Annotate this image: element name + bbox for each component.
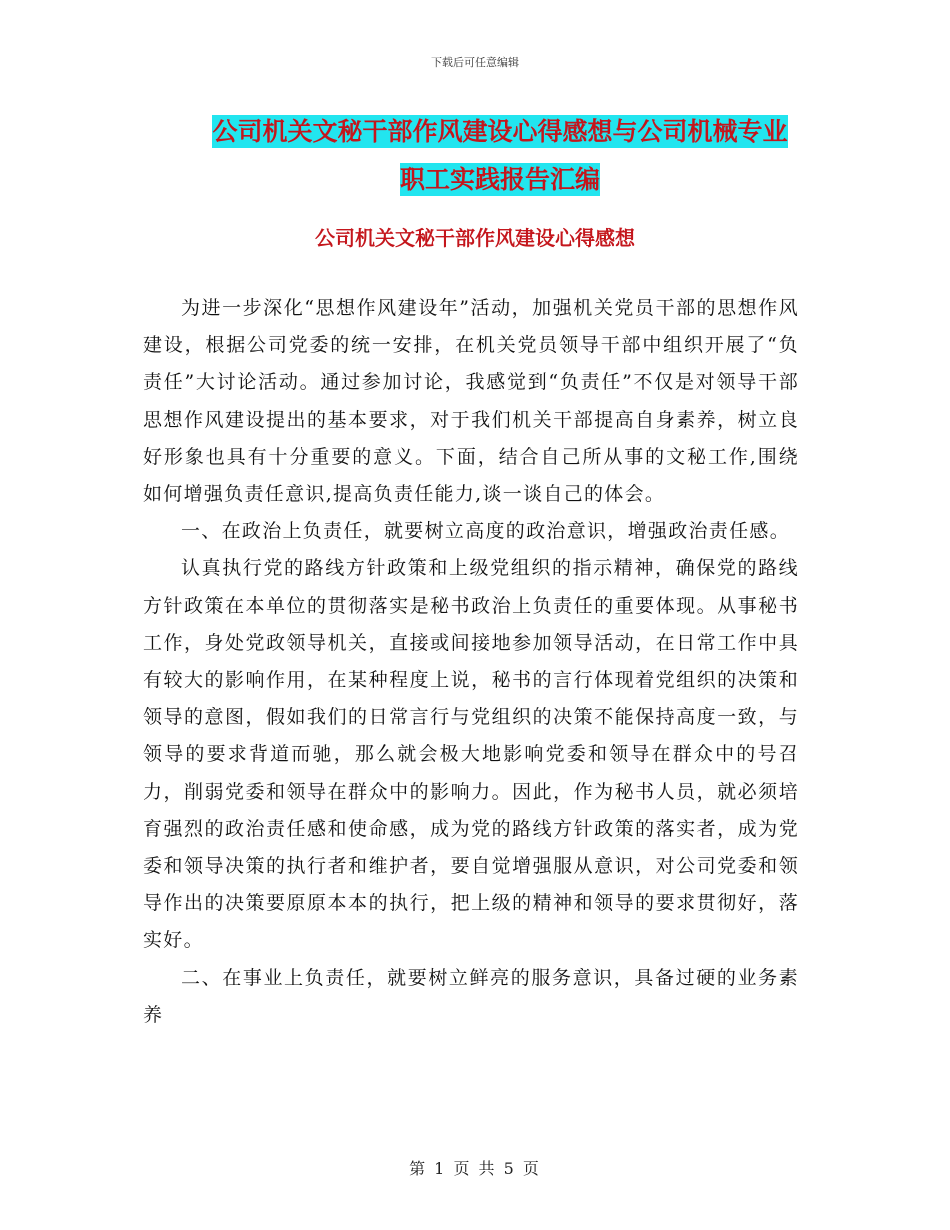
section-title: 公司机关文秘干部作风建设心得感想	[315, 226, 635, 250]
header-note: 下载后可任意编辑	[431, 56, 519, 69]
document-title	[140, 108, 860, 204]
document-title-line-1: 公司机关文秘干部作风建设心得感想与公司机械专业	[212, 117, 788, 146]
paragraph-political-detail: 认真执行党的路线方针政策和上级党组织的指示精神，确保党的路线方针政策在本单位的贯彻落实是秘书政治上负责任的重要体现。从事秘书工作，身处党政领导机关，直接或间接地参加领导活动，在日常工作中具有较大的影响作用，在某种程度上说，秘书的言行体现着党组织的决策和领导的意图，假如我们的日常言行与党组织的决策不能保持高度一致，与领导的要求背道而驰，那么就会极大地影响党委和领导在群众中的号召力，削弱党委和领导在群众中的影响力。因此，作为秘书人员，就必须培育强烈的政治责任感和使命感，成为党的路线方针政策的落实者，成为党委和领导决策的执行者和维护者，要自觉增强服从意识，对公司党委和领导作出的决策要原原本本的执行，把上级的精神和领导的要求贯彻好，落实好。	[143, 557, 799, 952]
paragraph-intro: 为进一步深化“思想作风建设年”活动，加强机关党员干部的思想作风建设，根据公司党委的统一安排，在机关党员领导干部中组织开展了“负责任”大讨论活动。通过参加讨论，我感觉到“负责任”不仅是对领导干部思想作风建设提出的基本要求，对于我们机关干部提高自身素养，树立良好形象也具有十分重要的意义。下面，结合自己所从事的文秘工作,围绕如何增强负责任意识,提高负责任能力,谈一谈自己的体会。	[143, 297, 799, 506]
document-body	[143, 290, 799, 1034]
paragraph-heading-political: 一、在政治上负责任，就要树立高度的政治意识，增强政治责任感。	[181, 520, 791, 543]
document-title-line-2: 职工实践报告汇编	[399, 165, 600, 194]
page-number-footer: 第 1 页 共 5 页	[409, 1159, 541, 1178]
paragraph-heading-career: 二、在事业上负责任，就要树立鲜亮的服务意识，具备过硬的业务素养	[143, 966, 799, 1026]
